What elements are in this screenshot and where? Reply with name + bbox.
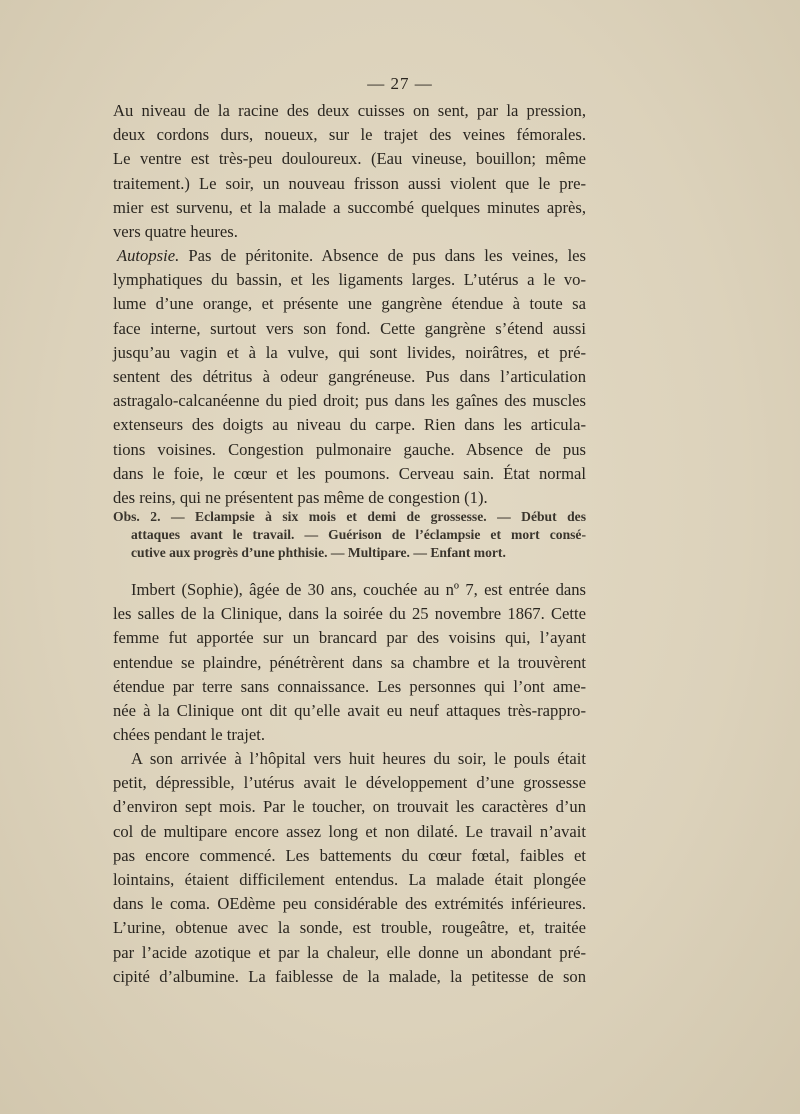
autopsy-label: Autopsie. [117,246,180,265]
text-line: extenseurs des doigts au niveau du carpe. Rien dans les articula- [113,415,586,435]
text-line: face interne, surtout vers son fond. Cette gangrène s’étend aussi [113,318,586,338]
page-number: — 27 — [367,74,433,93]
text-line: femme fut apportée sur un brancard par des voisins qui, l’ayant [113,628,586,648]
text-line: mier est survenu, et la malade a succombé quelques minutes après, [113,197,586,217]
text-line: Obs. 2. — Eclampsie à six mois et demi de grossesse. — Début des [113,509,586,524]
text-line: petit, dépressible, l’utérus avait le développement d’une grossesse [113,773,586,793]
text-line: par l’acide azotique et par la chaleur, elle donne un abondant pré- [113,942,586,962]
text-line: A son arrivée à l’hôpital vers huit heures du soir, le pouls était [131,749,586,768]
text-line: chées pendant le trajet. [113,725,266,745]
text-line: entendue se plaindre, pénétrèrent dans sa chambre et la trouvèrent [113,652,586,672]
text-line: d’environ sept mois. Par le toucher, on trouvait les caractères d’un [113,797,586,817]
text-line: née à la Clinique ont dit qu’elle avait eu neuf attaques très-rappro- [113,700,586,720]
text-line [113,244,586,268]
text-line: sentent des détritus à odeur gangréneuse. Pus dans l’articulation [113,366,586,386]
text-line: L’urine, obtenue avec la sonde, est trouble, rougeâtre, et, traitée [113,918,586,938]
paragraph-1 [113,99,586,244]
text-line: lointains, étaient difficilement entendus. La malade était plongée [113,869,586,889]
text-line: étendue par terre sans connaissance. Les personnes qui l’ont ame- [113,676,586,696]
text-line: cutive aux progrès d’une phthisie. — Multipare. — Enfant mort. [131,545,506,560]
text-line: vers quatre heures. [113,221,238,241]
paragraph-3 [113,578,586,747]
text-line: dans le coma. OEdème peu considérable des extrémités inférieures. [113,894,586,914]
autopsy-paragraph [113,244,586,510]
autopsy-first-line: Pas de péritonite. Absence de pus dans les veines, les [179,246,586,265]
text-line: Imbert (Sophie), âgée de 30 ans, couchée au nº 7, est entrée dans [131,580,586,599]
text-line: pas encore commencé. Les battements du cœur fœtal, faibles et [113,845,586,865]
text-line: jusqu’au vagin et à la vulve, qui sont livides, noirâtres, et pré- [113,342,586,362]
text-line: deux cordons durs, noueux, sur le trajet des veines fémorales. [113,125,586,145]
paragraph-4 [113,747,586,989]
text-line: Au niveau de la racine des deux cuisses on sent, par la pression, [113,101,586,120]
text-line: lymphatiques du bassin, et les ligaments larges. L’utérus a le vo- [113,270,586,290]
text-line: traitement.) Le soir, un nouveau frisson aussi violent que le pre- [113,173,586,193]
text-line: des reins, qui ne présentent pas même de congestion (1). [113,487,488,507]
observation-heading [113,508,586,562]
text-line: lume d’une orange, et présente une gangrène étendue à toute sa [113,294,586,314]
text-line: cipité d’albumine. La faiblesse de la malade, la petitesse de son [113,966,586,986]
text-line: attaques avant le travail. — Guérison de l’éclampsie et mort consé- [131,527,586,542]
text-line: Le ventre est très-peu douloureux. (Eau vineuse, bouillon; même [113,149,586,169]
text-line: dans le foie, le cœur et les poumons. Cerveau sain. État normal [113,463,586,483]
text-line: tions voisines. Congestion pulmonaire gauche. Absence de pus [113,439,586,459]
text-line: astragalo-calcanéenne du pied droit; pus dans les gaînes des muscles [113,391,586,411]
text-line: col de multipare encore assez long et non dilaté. Le travail n’avait [113,821,586,841]
text-line: les salles de la Clinique, dans la soirée du 25 novembre 1867. Cette [113,604,586,624]
